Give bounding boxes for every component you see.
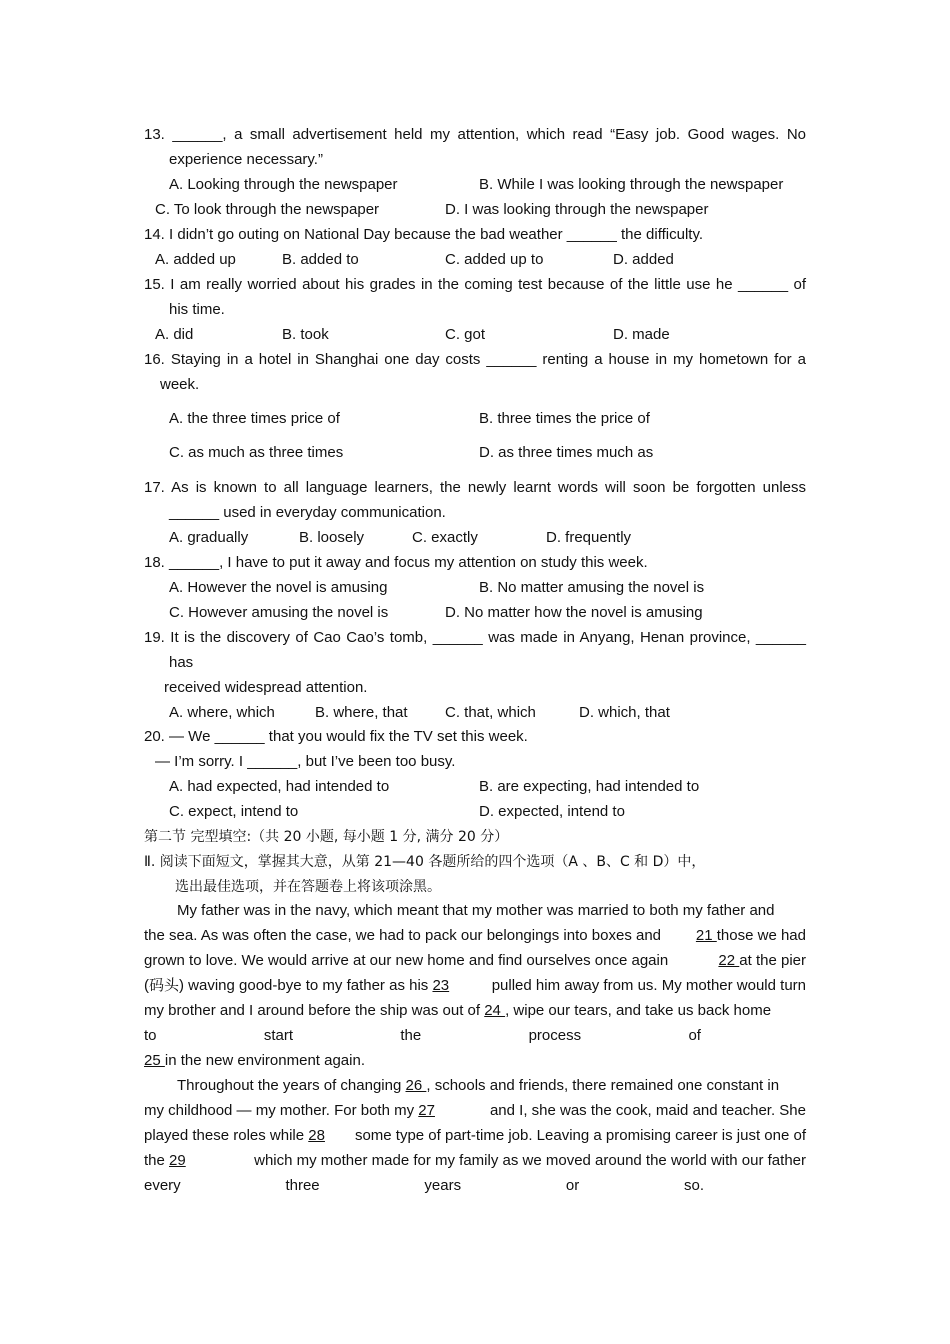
- q20-stem-line1: 20. — We ______ that you would fix the TV set this week.: [144, 728, 528, 745]
- passage-p1-line6: [144, 1026, 701, 1046]
- passage-text: (码头) waving good-bye to my father as his: [144, 977, 429, 994]
- passage-p2-line1: [177, 1076, 806, 1096]
- passage-p1-line4: [144, 976, 806, 996]
- q16-option-a: A. the three times price of: [169, 410, 340, 427]
- q14-option-c: C. added up to: [445, 251, 544, 268]
- passage-text: grown to love. We would arrive at our new home and find ourselves once again: [144, 952, 669, 969]
- q13-option-b: B. While I was looking through the newspaper: [479, 176, 784, 193]
- passage-p1-line1: My father was in the navy, which meant that my mother was married to both my father and: [177, 902, 775, 919]
- section-heading: 第二节 完型填空:（共 20 小题, 每小题 1 分, 满分 20 分）: [144, 829, 509, 845]
- passage-word: years: [424, 1177, 462, 1194]
- passage-text: Throughout the years of changing: [177, 1077, 402, 1094]
- passage-text: my childhood — my mother. For both my: [144, 1102, 415, 1119]
- passage-text: pulled him away from us. My mother would turn: [491, 977, 806, 994]
- q19-option-d: D. which, that: [579, 704, 670, 721]
- passage-p1-line3: [144, 951, 806, 971]
- passage-text: and I, she was the cook, maid and teacher. She: [489, 1102, 806, 1119]
- q14-option-d: D. added: [613, 251, 674, 268]
- q17-option-c: C. exactly: [412, 529, 478, 546]
- section-instruction-line1: Ⅱ. 阅读下面短文，掌握其大意，从第 21—40 各题所给的四个选项（A 、B、C 和 D）中，: [144, 854, 706, 870]
- q20-option-d: D. expected, intend to: [479, 803, 625, 820]
- q17-stem-line1: 17. As is known to all language learners, the newly learnt words will soon be forgotten unless: [144, 479, 806, 496]
- passage-word: the: [400, 1027, 422, 1044]
- q18-stem: 18. ______, I have to put it away and focus my attention on study this week.: [144, 554, 648, 571]
- blank-24: 24: [484, 1002, 506, 1019]
- q13-stem-line1: 13. ______, a small advertisement held my attention, which read “Easy job. Good wages. No: [144, 126, 806, 143]
- q17-option-b: B. loosely: [299, 529, 365, 546]
- q19-option-b: B. where, that: [315, 704, 408, 721]
- passage-word: every: [144, 1177, 181, 1194]
- q16-option-b: B. three times the price of: [479, 410, 650, 427]
- q19-option-c: C. that, which: [445, 704, 536, 721]
- q14-stem: 14. I didn’t go outing on National Day because the bad weather ______ the difficulty.: [144, 226, 703, 243]
- q19-stem-line3: received widespread attention.: [164, 679, 368, 696]
- q15-option-a: A. did: [155, 326, 194, 343]
- passage-p2-line5: [144, 1176, 704, 1196]
- passage-word: or: [565, 1177, 580, 1194]
- q14-option-a: A. added up: [155, 251, 236, 268]
- passage-text: played these roles while: [144, 1127, 305, 1144]
- q16-stem-line2: week.: [160, 376, 200, 393]
- q18-option-d: D. No matter how the novel is amusing: [445, 604, 703, 621]
- passage-text: , schools and friends, there remained one constant in: [426, 1077, 780, 1094]
- passage-text: the sea. As was often the case, we had to pack our belongings into boxes and: [144, 927, 662, 944]
- blank-29: 29: [169, 1152, 186, 1169]
- q18-option-a: A. However the novel is amusing: [169, 579, 388, 596]
- passage-text: , wipe our tears, and take us back home: [505, 1002, 772, 1019]
- passage-word: three: [285, 1177, 320, 1194]
- blank-21: 21: [695, 927, 717, 944]
- q13-stem-line2: experience necessary.”: [169, 151, 323, 168]
- q20-option-a: A. had expected, had intended to: [169, 778, 390, 795]
- blank-26: 26: [405, 1077, 427, 1094]
- passage-text: at the pier: [739, 952, 806, 969]
- passage-text: those we had: [716, 927, 806, 944]
- passage-p1-line5: [144, 1001, 806, 1021]
- passage-text: which my mother made for my family as we moved around the world with our father: [254, 1152, 806, 1169]
- passage-word: start: [263, 1027, 294, 1044]
- q15-option-c: C. got: [445, 326, 486, 343]
- q13-option-d: D. I was looking through the newspaper: [445, 201, 709, 218]
- passage-word: so.: [683, 1177, 704, 1194]
- passage-text: in the new environment again.: [164, 1052, 365, 1069]
- section-instruction-line2: 选出最佳选项，并在答题卷上将该项涂黑。: [175, 879, 441, 895]
- blank-25: 25: [144, 1052, 165, 1069]
- blank-28: 28: [308, 1127, 325, 1144]
- passage-word: of: [688, 1027, 701, 1044]
- blank-27: 27: [418, 1102, 435, 1119]
- q17-option-a: A. gradually: [169, 529, 249, 546]
- q15-stem-line1: 15. I am really worried about his grades in the coming test because of the little use he ______ of: [144, 276, 806, 293]
- q13-option-c: C. To look through the newspaper: [155, 201, 380, 218]
- q15-option-d: D. made: [613, 326, 670, 343]
- q17-stem-line2: ______ used in everyday communication.: [169, 504, 446, 521]
- q17-option-d: D. frequently: [546, 529, 632, 546]
- passage-p2-line4: [144, 1151, 806, 1171]
- passage-word: to: [144, 1027, 157, 1044]
- passage-text: the: [144, 1152, 165, 1169]
- q19-stem-line2: has: [169, 654, 194, 671]
- q13-option-a: A. Looking through the newspaper: [169, 176, 398, 193]
- passage-p1-line2: [144, 926, 806, 946]
- q18-option-c: C. However amusing the novel is: [169, 604, 389, 621]
- q16-option-d: D. as three times much as: [479, 444, 654, 461]
- q16-stem-line1: 16. Staying in a hotel in Shanghai one day costs ______ renting a house in my hometown for a: [144, 351, 806, 368]
- q15-option-b: B. took: [282, 326, 329, 343]
- passage-text: some type of part-time job. Leaving a promising career is just one of: [354, 1127, 806, 1144]
- passage-p1-line7: [144, 1051, 365, 1071]
- passage-word: process: [528, 1027, 582, 1044]
- blank-23: 23: [432, 977, 450, 994]
- q20-option-b: B. are expecting, had intended to: [479, 778, 700, 795]
- q19-stem-line1: 19. It is the discovery of Cao Cao’s tomb, ______ was made in Anyang, Henan province, ______: [144, 629, 806, 646]
- q18-option-b: B. No matter amusing the novel is: [479, 579, 705, 596]
- q20-stem-line2: — I’m sorry. I ______, but I’ve been too busy.: [155, 753, 456, 770]
- passage-p2-line3: [144, 1126, 806, 1146]
- q20-option-c: C. expect, intend to: [169, 803, 299, 820]
- blank-22: 22: [718, 952, 740, 969]
- passage-p2-line2: [144, 1101, 806, 1121]
- q16-option-c: C. as much as three times: [169, 444, 344, 461]
- q19-option-a: A. where, which: [169, 704, 275, 721]
- q14-option-b: B. added to: [282, 251, 359, 268]
- q15-stem-line2: his time.: [169, 301, 225, 318]
- passage-text: my brother and I around before the ship was out of: [144, 1002, 481, 1019]
